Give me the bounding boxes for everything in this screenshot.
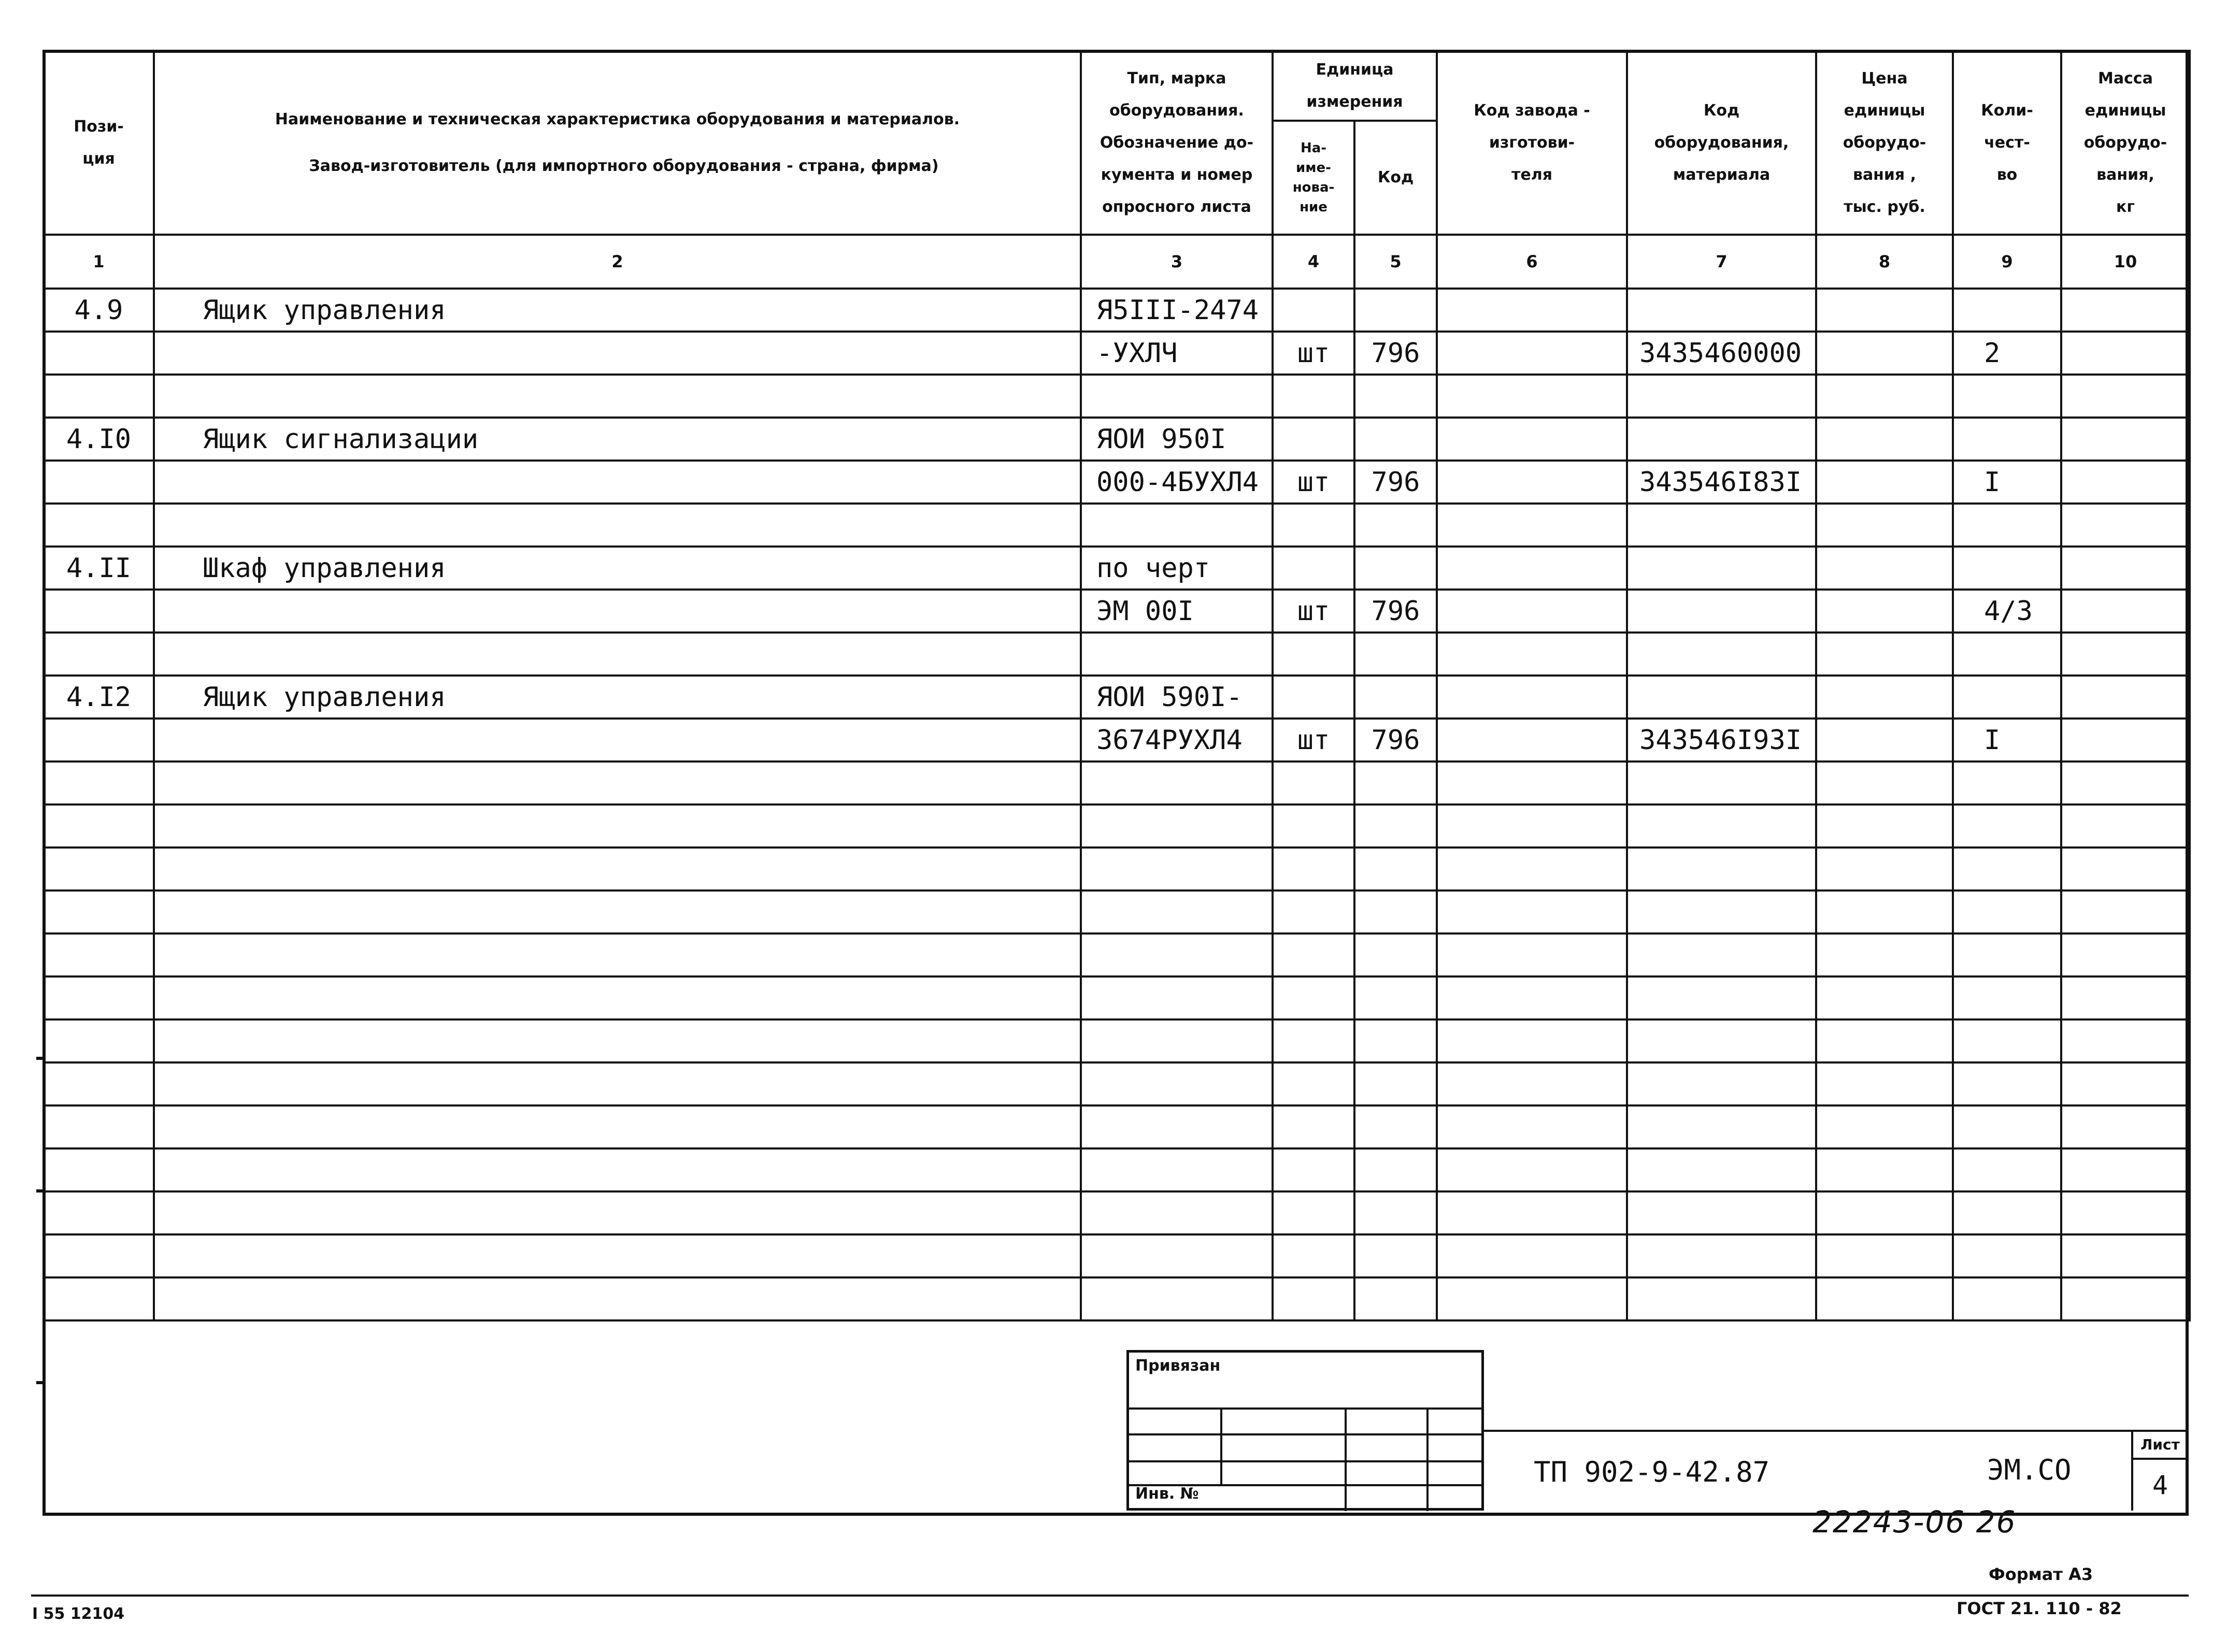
title-block-line [1484,1430,2186,1432]
header-material-code: Код оборудования, материала [1627,51,1816,235]
document-number: ТП 902-9-42.87 [1534,1456,1770,1488]
material-code-cell: 3435460000 [1627,332,1816,375]
type-cell: ЭМ 00I [1081,590,1273,633]
stamp-linked-label: Привязан [1135,1357,1221,1375]
quantity-cell: I [1953,461,2061,504]
position-cell: 4.I2 [44,676,154,719]
column-number: 9 [1953,235,2061,289]
header-mass: Масса единицы оборудо- вания, кг [2061,51,2190,235]
column-number: 10 [2061,235,2190,289]
unit-name-cell: шт [1273,719,1354,762]
bottom-rule [31,1594,2189,1597]
document-suffix: ЭМ.СО [1987,1454,2072,1486]
print-code: I 55 12104 [32,1605,125,1623]
unit-code-cell: 796 [1354,461,1437,504]
stamp-line [1345,1407,1347,1511]
position-cell: 4.9 [44,289,154,332]
stamp-line [1426,1407,1429,1511]
column-number: 4 [1273,235,1354,289]
type-cell: ЯОИ 950I [1081,418,1273,461]
column-number: 2 [154,235,1081,289]
column-number: 6 [1437,235,1627,289]
sheet-frame [42,50,2189,1516]
margin-tick [36,1057,44,1060]
column-number: 3 [1081,235,1273,289]
column-number: 7 [1627,235,1816,289]
stamp-inv-label: Инв. № [1135,1485,1199,1503]
header-unit-code: Код [1354,121,1437,235]
quantity-cell: I [1953,719,2061,762]
margin-tick [36,1381,44,1384]
name-cell: Ящик сигнализации [154,418,1081,461]
unit-name-cell: шт [1273,461,1354,504]
type-cell: 000-4БУХЛ4 [1081,461,1273,504]
margin-tick [36,1189,44,1193]
header-name: Наименование и техническая характеристика оборудования и материалов. Завод-изготовитель (для импортного оборудования - страна, фирма) [154,51,1081,235]
quantity-cell: 2 [1953,332,2061,375]
type-cell: 3674РУХЛ4 [1081,719,1273,762]
header-price: Цена единицы оборудо- вания , тыс. руб. [1816,51,1953,235]
sheet-number: 4 [2152,1470,2168,1500]
position-cell: 4.I0 [44,418,154,461]
name-cell: Шкаф управления [154,547,1081,590]
column-number: 5 [1354,235,1437,289]
stamp-line [1129,1433,1481,1435]
unit-code-cell: 796 [1354,719,1437,762]
stamp-line [1129,1460,1481,1462]
type-cell: по черт [1081,547,1273,590]
header-type: Тип, марка оборудования. Обозначение до- кумента и номер опросного листа [1081,51,1273,235]
unit-code-cell: 796 [1354,590,1437,633]
name-cell: Ящик управления [154,676,1081,719]
material-code-cell: 343546I83I [1627,461,1816,504]
unit-code-cell: 796 [1354,332,1437,375]
gost-label: ГОСТ 21. 110 - 82 [1957,1599,2122,1618]
type-cell: ЯОИ 590I- [1081,676,1273,719]
handwritten-number: 22243-06 26 [1812,1504,2017,1540]
header-unit-name: На- име- нова- ние [1273,121,1354,235]
header-factory-code: Код завода - изготови- теля [1437,51,1627,235]
format-label: Формат А3 [1989,1564,2093,1584]
header-position: Пози- ция [44,51,154,235]
unit-name-cell: шт [1273,590,1354,633]
unit-name-cell: шт [1273,332,1354,375]
header-quantity: Коли- чест- во [1953,51,2061,235]
material-code-cell: 343546I93I [1627,719,1816,762]
name-cell: Ящик управления [154,289,1081,332]
column-number: 1 [44,235,154,289]
type-cell: -УХЛЧ [1081,332,1273,375]
quantity-cell: 4/3 [1953,590,2061,633]
linkage-stamp [1126,1350,1484,1511]
column-number: 8 [1816,235,1953,289]
sheet-box [2131,1430,2187,1511]
position-cell: 4.II [44,547,154,590]
stamp-line [1220,1407,1222,1484]
sheet-label: Лист [2133,1430,2187,1460]
header-unit-group: Единица измерения [1273,51,1437,121]
type-cell: Я5III-2474 [1081,289,1273,332]
stamp-line [1129,1407,1481,1410]
